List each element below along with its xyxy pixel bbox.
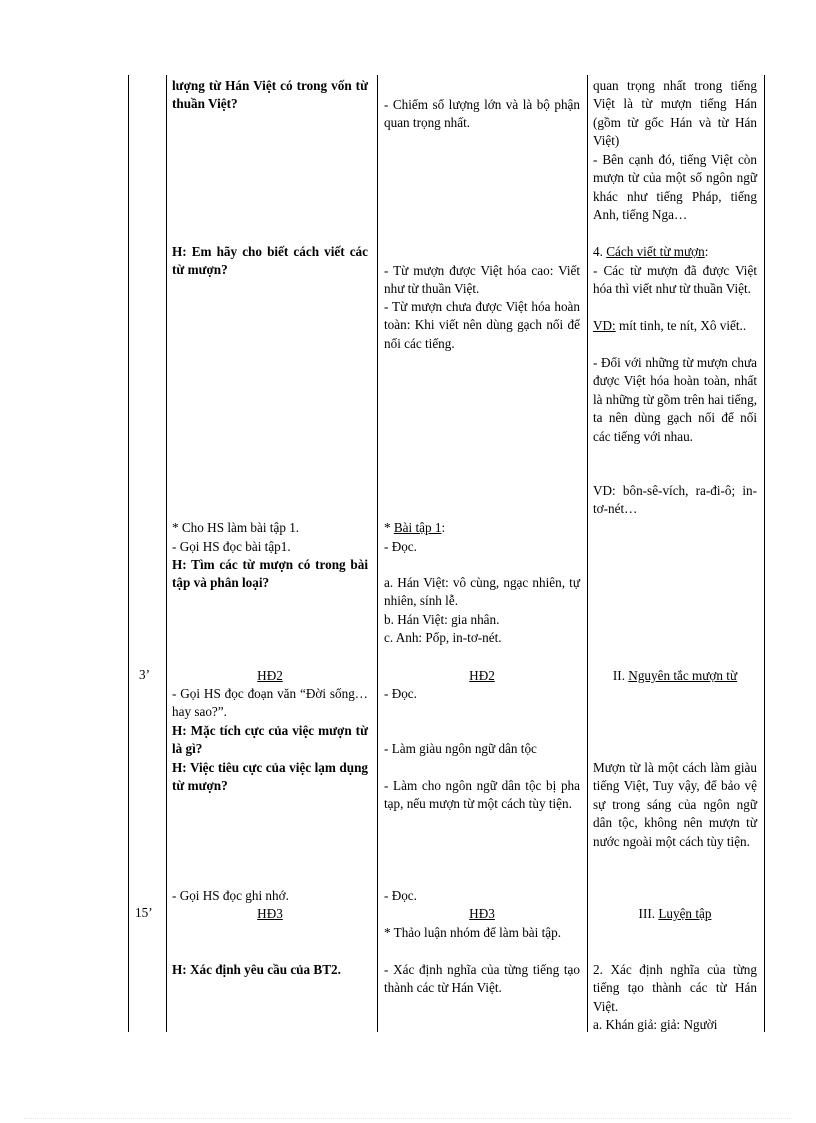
content-exercise-2: 2. Xác định nghĩa của từng tiếng tạo thành các từ Hán Việt. <box>593 962 757 1014</box>
activity2-heading: HĐ2 <box>257 668 283 683</box>
content-muon-tu: Mượn từ là một cách làm giàu tiếng Việt, Tuy vậy, để bảo vệ sự trong sáng của ngôn ngữ dân tộc, không nên mượn từ nước ngoài một cách tùy tiện. <box>593 760 757 849</box>
answer-lam-giau: - Làm giàu ngôn ngữ dân tộc <box>384 741 537 756</box>
exercise1-read: - Gọi HS đọc bài tập1. <box>172 539 291 554</box>
table-border-student <box>587 75 588 1032</box>
heading-4-number: 4. <box>593 244 607 259</box>
table-border-teacher <box>377 75 378 1032</box>
content-example-1 <box>593 317 757 335</box>
exercise1-label: Bài tập 1 <box>393 520 442 535</box>
exercise1-star: * <box>384 520 394 535</box>
content-example-2: VD: bôn-sê-vích, ra-đi-ô; in-tơ-nét… <box>593 483 757 517</box>
question-han-viet: lượng từ Hán Việt có trong vốn từ thuần Việt? <box>172 78 368 112</box>
page-footer-line <box>24 1118 792 1119</box>
question-cach-viet: H: Em hãy cho biết cách viết các từ mượn? <box>172 244 368 278</box>
time-mark-15: 15’ <box>135 905 153 920</box>
section-2-number: II. <box>612 668 629 683</box>
answer-read-1: - Đọc. <box>384 539 417 554</box>
content-ben-canh: - Bên cạnh đó, tiếng Việt còn mượn từ của một số ngôn ngữ khác như tiếng Pháp, tiếng Anh, tiếng Nga… <box>593 152 757 223</box>
section-2-label: Nguyên tắc mượn từ <box>628 668 738 683</box>
activity2-question-positive: H: Mặc tích cực của việc mượn từ là gì? <box>172 723 368 757</box>
content-quan-trong: quan trọng nhất trong tiếng Việt là từ mượn tiếng Hán (gồm từ gốc Hán và từ Hán Việt) <box>593 78 757 149</box>
exercise1-answer-a: a. Hán Việt: vô cùng, ngạc nhiên, tự nhiên, sính lễ. <box>384 575 580 609</box>
activity3-heading-student: HĐ3 <box>469 906 495 921</box>
exercise1-intro: * Cho HS làm bài tập 1. <box>172 520 300 535</box>
answer-thao-luan: * Thảo luận nhóm để làm bài tập. <box>384 925 562 940</box>
exercise1-heading <box>384 519 580 537</box>
activity2-question-negative: H: Việc tiêu cực của việc lạm dụng từ mượn? <box>172 760 368 794</box>
table-border-right <box>764 75 765 1032</box>
exercise1-question: H: Tìm các từ mượn có trong bài tập và phân loại? <box>172 557 368 591</box>
answer-xac-dinh: - Xác định nghĩa của từng tiếng tạo thành các từ Hán Việt. <box>384 962 580 996</box>
content-exercise-2a: a. Khán giả: giả: Người <box>593 1017 718 1032</box>
teacher-column <box>172 0 368 1040</box>
content-heading-4 <box>593 243 757 261</box>
section-3-heading <box>593 905 757 923</box>
table-border-time <box>166 75 167 1032</box>
heading-4-label: Cách viết từ mượn <box>606 244 705 259</box>
exercise1-colon: : <box>441 520 446 535</box>
exercise2-question: H: Xác định yêu cầu của BT2. <box>172 962 341 977</box>
activity2-heading-student: HĐ2 <box>469 668 495 683</box>
answer-viet-hoa-cao: - Từ mượn được Việt hóa cao: Viết như từ thuần Việt. <box>384 263 580 297</box>
answer-read-3: - Đọc. <box>384 888 417 903</box>
answer-read-2: - Đọc. <box>384 686 417 701</box>
exercise1-answer-b: b. Hán Việt: gia nhân. <box>384 612 500 627</box>
answer-chua-viet-hoa: - Từ mượn chưa được Việt hóa hoàn toàn: Khi viết nên dùng gạch nối để nối các tiếng. <box>384 299 580 351</box>
heading-4-colon: : <box>704 244 709 259</box>
content-doi-voi: - Đối với những từ mượn chưa được Việt hóa hoàn toàn, nhất là những từ gồm trên hai tiếng, ta nên dùng gạch nối để nối các tiếng với nhau. <box>593 355 757 444</box>
table-border-left <box>128 75 129 1032</box>
content-column <box>593 0 757 1040</box>
answer-pha-tap: - Làm cho ngôn ngữ dân tộc bị pha tạp, nếu mượn từ một cách tùy tiện. <box>384 778 580 812</box>
exercise1-answer-c: c. Anh: Pốp, in-tơ-nét. <box>384 630 502 645</box>
section-2-heading <box>593 667 757 685</box>
answer-chiem: - Chiếm số lượng lớn và là bộ phận quan trọng nhất. <box>384 97 580 131</box>
content-viet-hoa: - Các từ mượn đã được Việt hóa thì viết như từ thuần Việt. <box>593 263 757 297</box>
section-3-number: III. <box>638 906 659 921</box>
example-1-label: VD: <box>593 318 616 333</box>
section-3-label: Luyện tập <box>658 906 712 921</box>
time-mark-3: 3’ <box>139 667 150 682</box>
example-1-text: mít tinh, te nít, Xô viết.. <box>615 318 747 333</box>
read-summary: - Gọi HS đọc ghi nhớ. <box>172 888 289 903</box>
activity3-heading: HĐ3 <box>257 906 283 921</box>
activity2-read: - Gọi HS đọc đoạn văn “Đời sống… hay sao?”. <box>172 686 368 720</box>
student-column <box>384 0 580 1040</box>
